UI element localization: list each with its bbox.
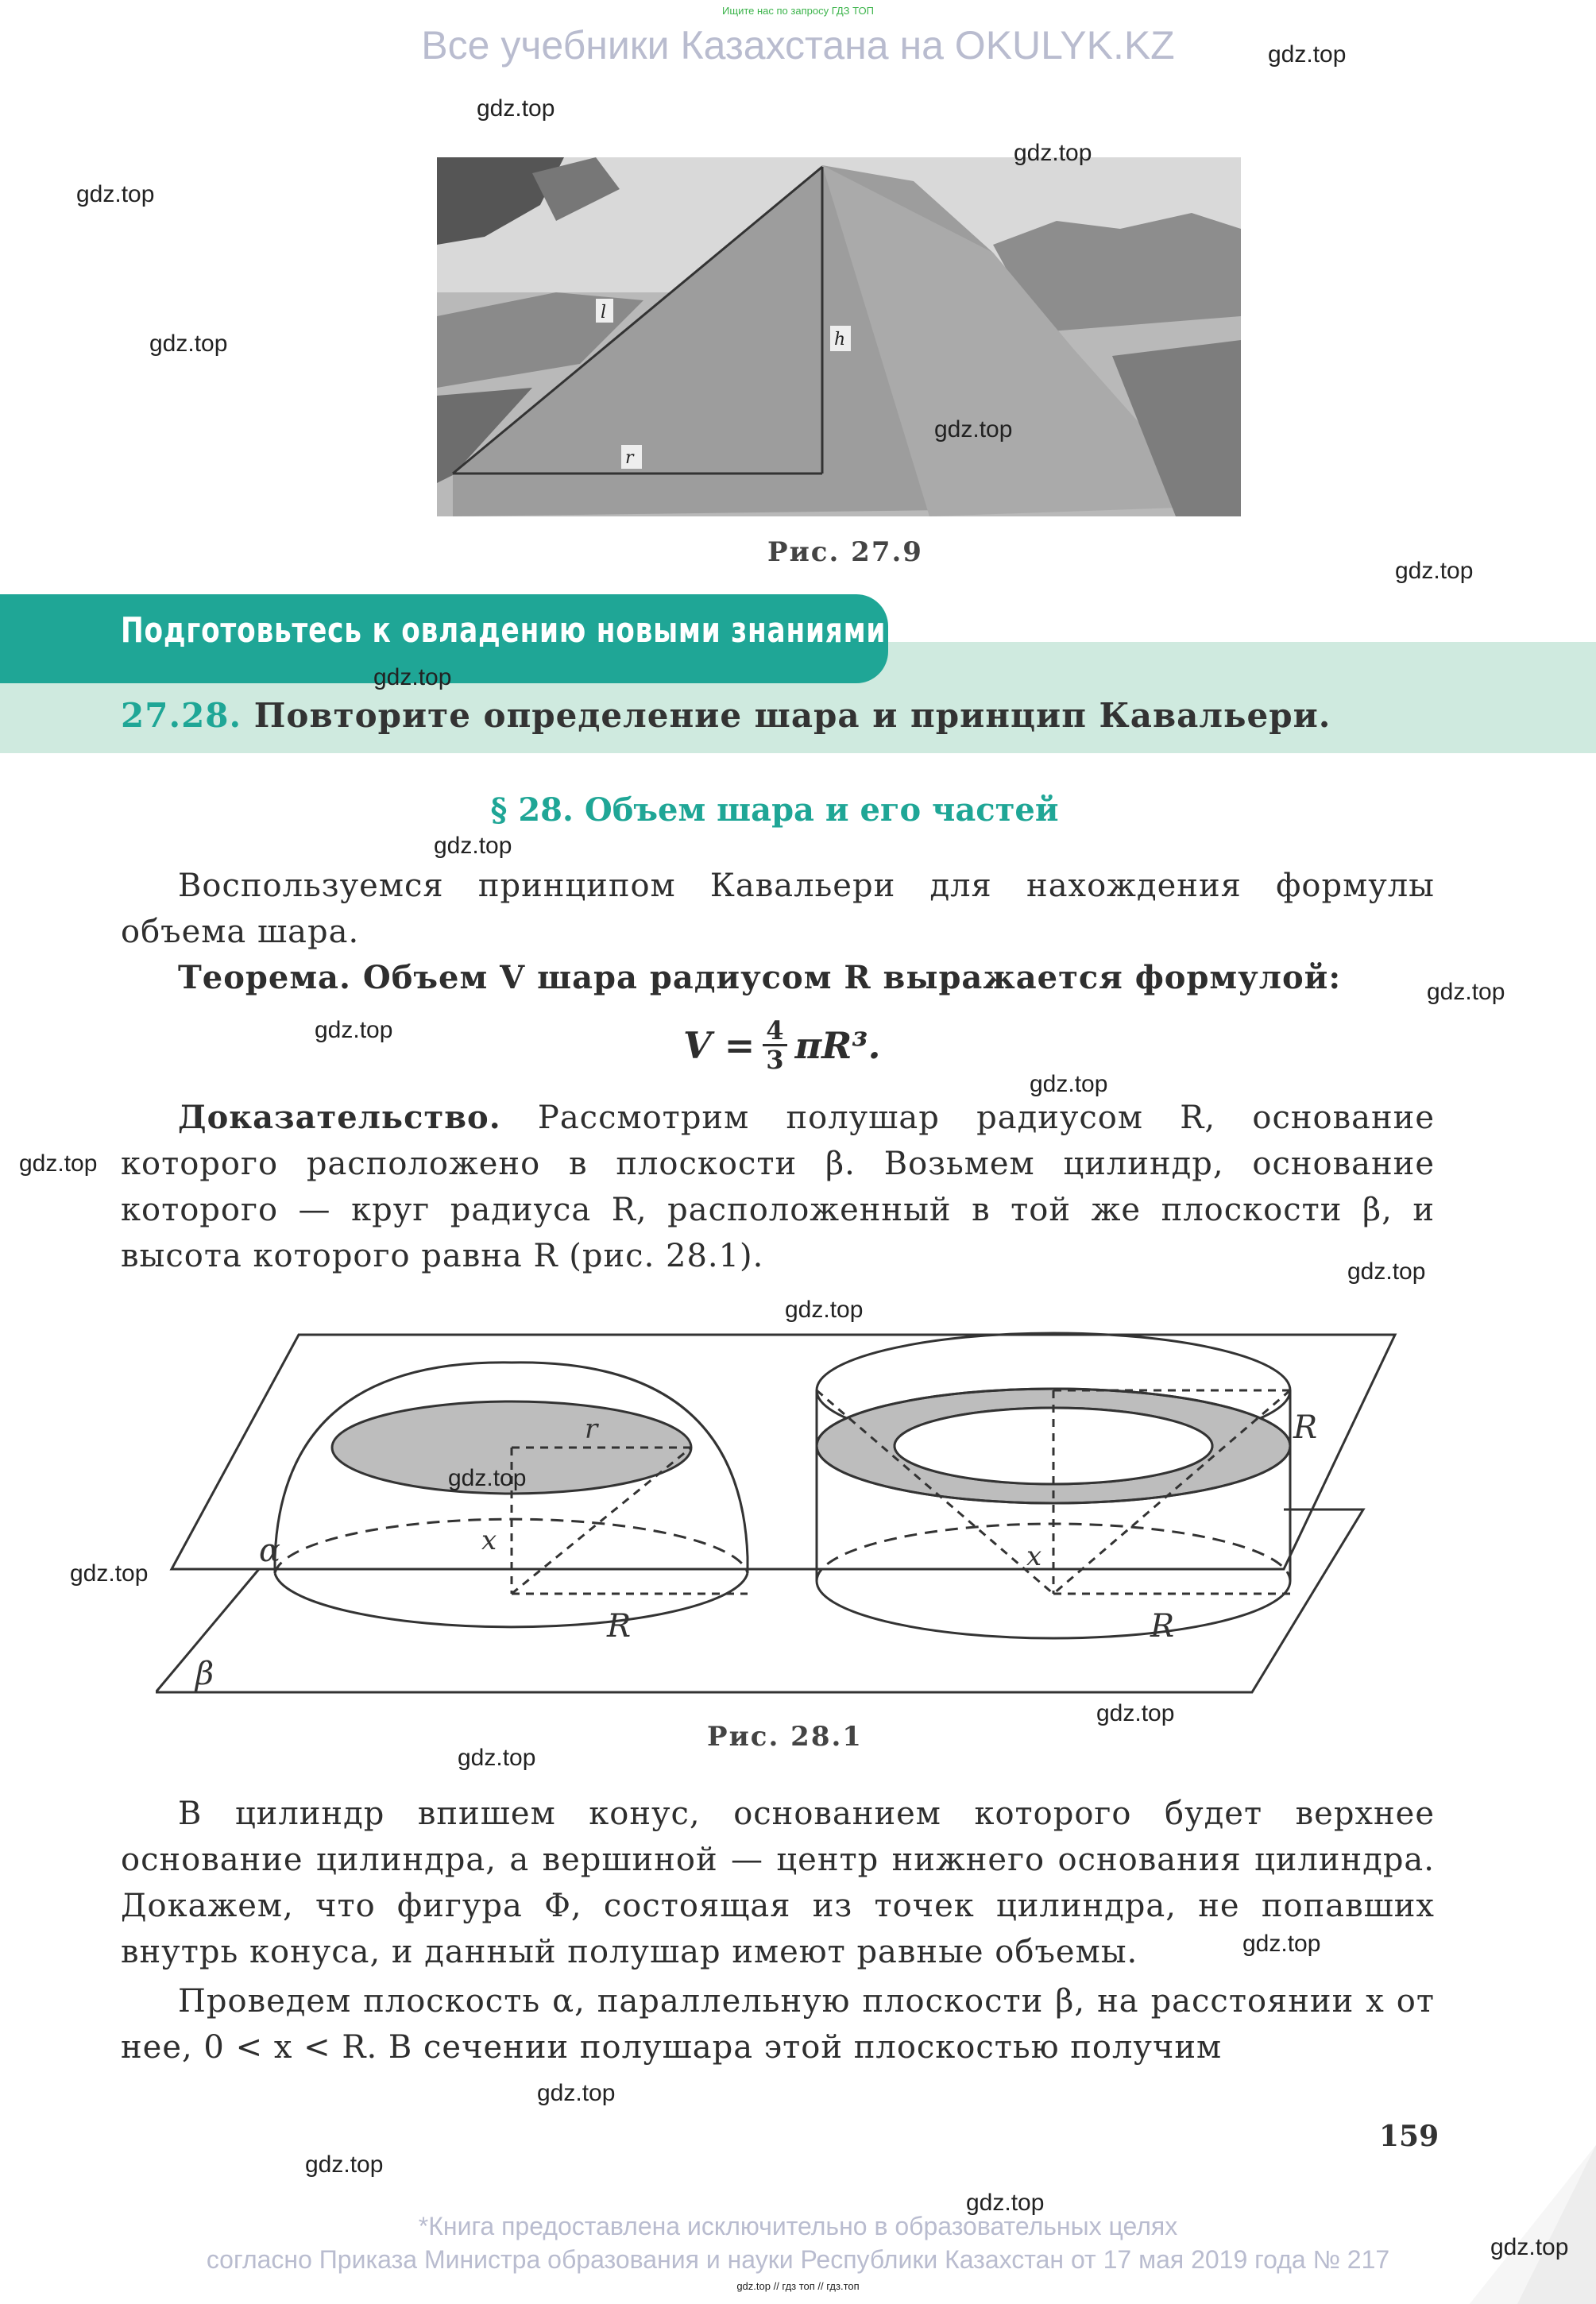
proof-label: Доказательство. xyxy=(178,1099,501,1136)
watermark: gdz.top xyxy=(1030,1071,1108,1097)
watermark: gdz.top xyxy=(19,1150,98,1177)
watermark: gdz.top xyxy=(149,331,228,357)
site-title[interactable]: Все учебники Казахстана на OKULYK.KZ xyxy=(421,23,1175,68)
watermark: gdz.top xyxy=(1096,1700,1175,1726)
formula-denominator: 3 xyxy=(766,1045,784,1075)
watermark: gdz.top xyxy=(458,1745,536,1771)
watermark: gdz.top xyxy=(434,833,512,859)
label-R-top: R xyxy=(1293,1409,1318,1446)
photo-label-r: r xyxy=(625,448,634,468)
intro-paragraph xyxy=(121,863,1435,955)
section-title: § 28. Объем шара и его частей xyxy=(490,791,1059,829)
footer-line-2: согласно Приказа Министра образования и науки Республики Казахстан от 17 мая 2019 года № 217 xyxy=(206,2245,1390,2274)
watermark: gdz.top xyxy=(448,1465,527,1491)
theorem-line xyxy=(121,955,1435,1001)
intro-text: Воспользуемся принципом Кавальери для нахождения формулы объема шара. xyxy=(121,868,1435,950)
volume-formula xyxy=(683,1017,881,1073)
formula-rhs: πR³. xyxy=(794,1023,881,1067)
footer-line-1: *Книга предоставлена исключительно в образовательных целях xyxy=(418,2212,1178,2240)
figure-caption: Рис. 28.1 xyxy=(707,1721,863,1753)
label-r: r xyxy=(585,1413,598,1445)
page-number: 159 xyxy=(1379,2120,1439,2153)
paragraph-2-text: В цилиндр впишем конус, основанием которого будет верхнее основание цилиндра, а вершиной — центр нижнего основания цилиндра. Докажем, что фигура Φ, состоящая из точек цилиндра, не попавших внутрь конуса, и данный полушар имеют равные объемы. xyxy=(121,1796,1435,1970)
formula-fraction xyxy=(763,1017,786,1073)
watermark: gdz.top xyxy=(1014,140,1092,166)
photo-caption: Рис. 27.9 xyxy=(767,536,923,568)
cylinder-base-front xyxy=(817,1581,1290,1638)
watermark: gdz.top xyxy=(1490,2234,1569,2260)
footer-tiny: gdz.top // гдз топ // гдз.топ xyxy=(736,2280,860,2292)
task-number: 27.28. xyxy=(121,696,242,735)
watermark: gdz.top xyxy=(76,181,155,207)
watermark: gdz.top xyxy=(1427,979,1505,1005)
formula-numerator: 4 xyxy=(763,1017,786,1046)
formula-lhs: V = xyxy=(683,1023,755,1067)
watermark: gdz.top xyxy=(785,1297,864,1323)
paragraph-3 xyxy=(121,1978,1435,2070)
watermark: gdz.top xyxy=(477,95,555,122)
cone-photo xyxy=(437,157,1241,516)
watermark: gdz.top xyxy=(1347,1258,1426,1285)
label-x-right: x xyxy=(1026,1541,1042,1572)
watermark: gdz.top xyxy=(966,2190,1045,2216)
watermark: gdz.top xyxy=(70,1560,149,1587)
watermark: gdz.top xyxy=(1395,558,1474,584)
watermark: gdz.top xyxy=(934,416,1013,443)
figure-28-1 xyxy=(156,1311,1403,1708)
watermark: gdz.top xyxy=(1242,1931,1321,1957)
theorem-text: Объем V шара радиусом R выражается формулой: xyxy=(362,959,1342,996)
photo-label-h: h xyxy=(834,330,846,350)
label-beta: β xyxy=(195,1656,214,1692)
task-text: Повторите определение шара и принцип Кавальери. xyxy=(253,696,1331,735)
label-R-left: R xyxy=(607,1608,632,1645)
watermark: gdz.top xyxy=(1268,41,1347,68)
paragraph-2 xyxy=(121,1791,1435,1975)
paragraph-3-text: Проведем плоскость α, параллельную плоскости β, на расстоянии x от нее, 0 < x < R. В сечении полушара этой плоскостью получим xyxy=(121,1983,1435,2066)
watermark: gdz.top xyxy=(373,664,452,690)
search-hint: Ищите нас по запросу ГДЗ ТОП xyxy=(722,5,874,17)
label-x-left: x xyxy=(481,1525,497,1556)
proof-text: Рассмотрим полушар радиусом R, основание которого расположено в плоскости β. Возьмем цилиндр, основание которого — круг радиуса R, расположенный в той же плоскости β, и высота которого равна R (рис. 28.1). xyxy=(121,1100,1435,1274)
photo-label-l: l xyxy=(601,303,607,323)
watermark: gdz.top xyxy=(537,2080,616,2106)
theorem-label: Теорема. xyxy=(178,959,351,996)
proof-paragraph xyxy=(121,1095,1435,1279)
label-R-right: R xyxy=(1150,1608,1175,1645)
proof-line xyxy=(121,1095,1435,1279)
label-alpha: α xyxy=(259,1533,281,1569)
prepare-title: Подготовьтесь к овладению новыми знаниями xyxy=(121,610,887,651)
watermark: gdz.top xyxy=(315,1017,393,1043)
watermark: gdz.top xyxy=(305,2151,384,2178)
theorem-paragraph xyxy=(121,955,1435,1001)
task-27-28 xyxy=(121,696,1331,735)
